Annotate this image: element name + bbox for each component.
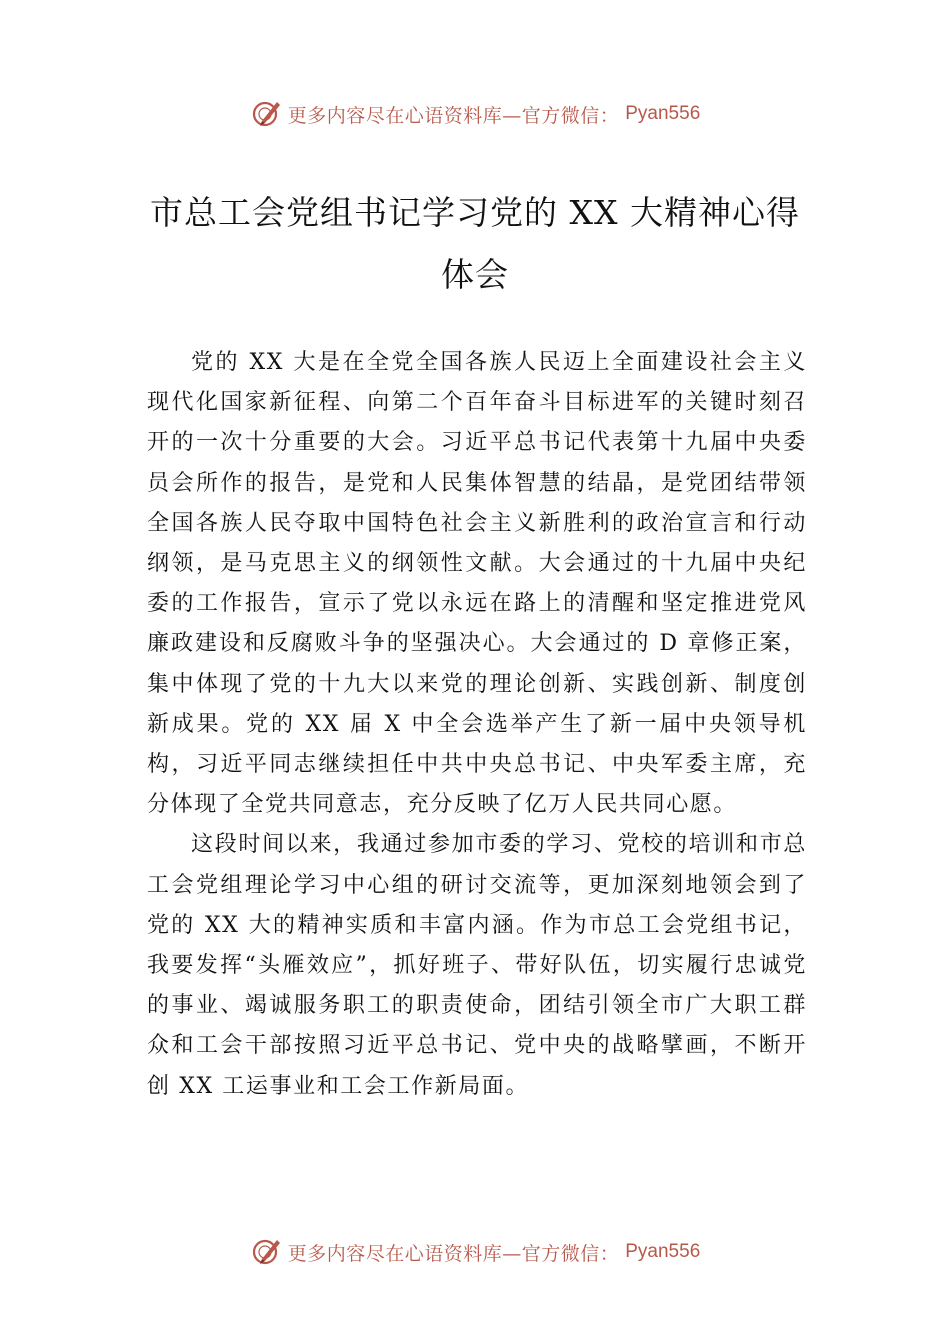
banner-wechat-id: Pyan556 bbox=[625, 103, 701, 124]
quill-seal-logo-icon bbox=[250, 1235, 284, 1269]
banner-wechat-id: Pyan556 bbox=[625, 1241, 701, 1262]
banner-slogan: 更多内容尽在心语资料库—官方微信： bbox=[287, 104, 620, 127]
paragraph-2: 这段时间以来，我通过参加市委的学习、党校的培训和市总工会党组理论学习中心组的研讨交流等，更加深刻地领会到了党的 XX 大的精神实质和丰富内涵。作为市总工会党组书记，我要发挥“头雁效应”，抓好班子、带好队伍，切实履行忠诚党的事业、竭诚服务职工的职责使命，团结引领全市广大职工群众和工会干部按照习近平总书记、党中央的战略擘画，不断开创 XX 工运事业和工会工作新局面。 bbox=[147, 832, 807, 1099]
banner-slogan: 更多内容尽在心语资料库—官方微信： bbox=[287, 1242, 620, 1265]
paragraph-1: 党的 XX 大是在全党全国各族人民迈上全面建设社会主义现代化国家新征程、向第二个百年奋斗目标进军的关键时刻召开的一次十分重要的大会。习近平总书记代表第十九届中央委员会所作的报告，是党和人民集体智慧的结晶，是党团结带领全国各族人民夺取中国特色社会主义新胜利的政治宣言和行动纲领，是马克思主义的纲领性文献。大会通过的十九届中央纪委的工作报告，宣示了党以永远在路上的清醒和坚定推进党风廉政建设和反腐败斗争的坚强决心。大会通过的 D 章修正案，集中体现了党的十九大以来党的理论创新、实践创新、制度创新成果。党的 XX 届 X 中全会选举产生了新一届中央领导机构，习近平同志继续担任中共中央总书记、中央军委主席，充分体现了全党共同意志，充分反映了亿万人民共同心愿。 bbox=[147, 350, 807, 818]
header-banner bbox=[0, 94, 950, 134]
document-title: 市总工会党组书记学习党的 XX 大精神心得体会 bbox=[150, 193, 800, 294]
document-body bbox=[147, 343, 807, 1107]
footer-banner bbox=[0, 1232, 950, 1272]
quill-seal-logo-icon bbox=[250, 97, 284, 131]
